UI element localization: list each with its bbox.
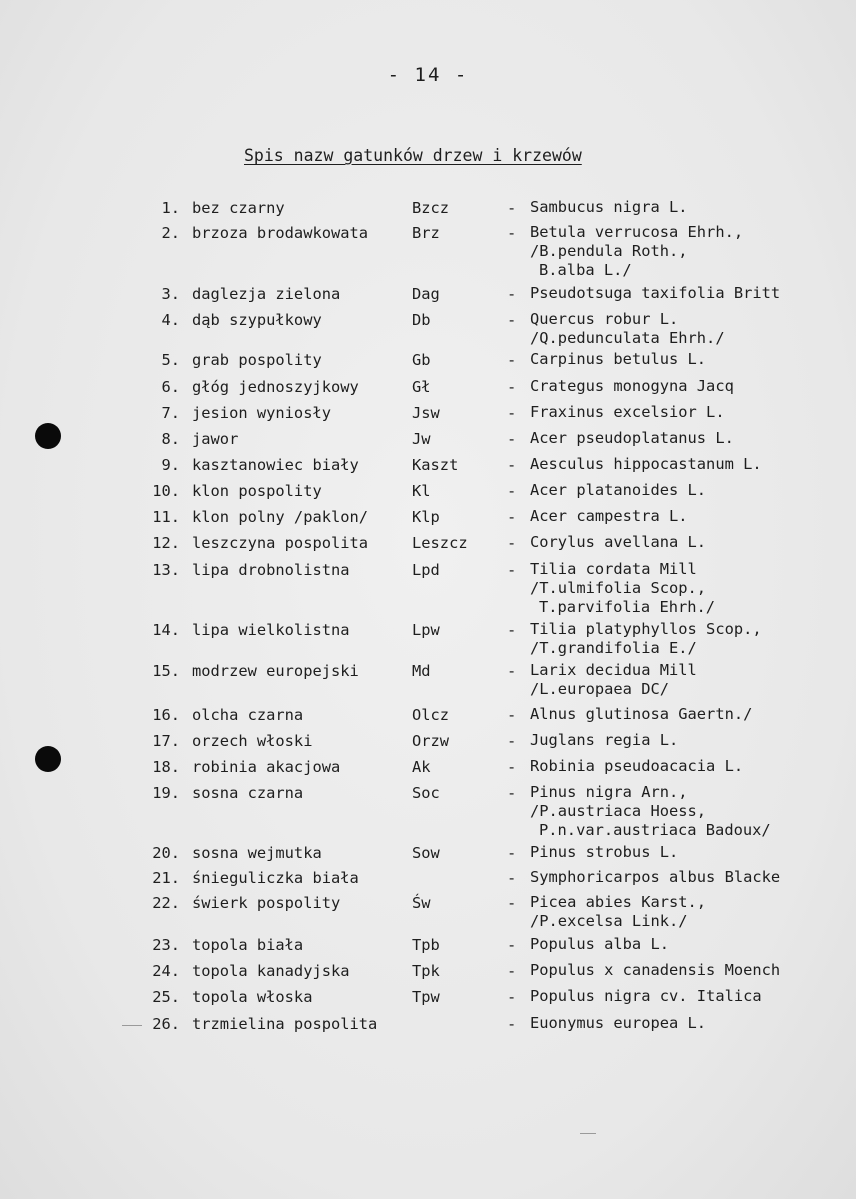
entry-number: 1. — [161, 199, 180, 217]
margin-mark — [122, 1025, 142, 1026]
abbreviation: Sow — [412, 844, 440, 862]
polish-name: sosna wejmutka — [192, 844, 322, 862]
entry-number: 24. — [152, 962, 180, 980]
polish-name: klon polny /paklon/ — [192, 508, 369, 526]
polish-name: śnieguliczka biała — [192, 869, 359, 887]
latin-name-line: Acer platanoides L. — [530, 481, 707, 499]
abbreviation: Db — [412, 311, 431, 329]
abbreviation: Bzcz — [412, 199, 450, 217]
separator-dash: - — [507, 378, 517, 396]
latin-name — [530, 843, 678, 862]
polish-name: jawor — [192, 430, 239, 448]
latin-name — [530, 429, 734, 448]
separator-dash: - — [507, 561, 517, 579]
latin-name-line: Acer pseudoplatanus L. — [530, 429, 734, 447]
latin-name-line: Pinus nigra Arn., — [530, 783, 688, 801]
separator-dash: - — [507, 784, 517, 802]
latin-name — [530, 987, 762, 1006]
separator-dash: - — [507, 732, 517, 750]
polish-name: lipa wielkolistna — [192, 621, 350, 639]
entry-number: 11. — [152, 508, 180, 526]
entry-number: 18. — [152, 758, 180, 776]
polish-name: modrzew europejski — [192, 662, 359, 680]
separator-dash: - — [507, 508, 517, 526]
latin-name-line: Betula verrucosa Ehrh., — [530, 223, 744, 241]
polish-name: brzoza brodawkowata — [192, 224, 369, 242]
separator-dash: - — [507, 404, 517, 422]
margin-mark — [580, 1133, 596, 1134]
polish-name: kasztanowiec biały — [192, 456, 359, 474]
latin-name — [530, 757, 743, 776]
entry-number: 21. — [152, 869, 180, 887]
latin-name-line: B.alba L./ — [539, 261, 632, 279]
latin-name — [530, 783, 771, 840]
separator-dash: - — [507, 662, 517, 680]
polish-name: olcha czarna — [192, 706, 304, 724]
entry-number: 22. — [152, 894, 180, 912]
latin-name — [530, 705, 752, 724]
entry-number: 17. — [152, 732, 180, 750]
entry-number: 2. — [161, 224, 180, 242]
separator-dash: - — [507, 311, 517, 329]
latin-name-line: Fraxinus excelsior L. — [530, 403, 725, 421]
entry-number: 9. — [161, 456, 180, 474]
latin-name-line: Robinia pseudoacacia L. — [530, 757, 744, 775]
polish-name: robinia akacjowa — [192, 758, 341, 776]
polish-name: bez czarny — [192, 199, 285, 217]
abbreviation: Gb — [412, 351, 431, 369]
latin-name-line: Alnus glutinosa Gaertn./ — [530, 705, 753, 723]
latin-name-line: Acer campestra L. — [530, 507, 688, 525]
separator-dash: - — [507, 844, 517, 862]
entry-number: 15. — [152, 662, 180, 680]
latin-name-line: Sambucus nigra L. — [530, 198, 688, 216]
page-number: - 14 - — [387, 64, 469, 86]
latin-name — [530, 868, 780, 887]
abbreviation: Kl — [412, 482, 431, 500]
separator-dash: - — [507, 482, 517, 500]
latin-name-line: Crategus monogyna Jacq — [530, 377, 734, 395]
latin-name-line: Pseudotsuga taxifolia Britt — [530, 284, 781, 302]
latin-name — [530, 893, 706, 931]
entry-number: 10. — [152, 482, 180, 500]
abbreviation: Orzw — [412, 732, 450, 750]
latin-name-line: /Q.pedunculata Ehrh./ — [530, 329, 725, 347]
latin-name — [530, 620, 762, 658]
abbreviation: Św — [412, 894, 431, 912]
separator-dash: - — [507, 936, 517, 954]
abbreviation: Tpk — [412, 962, 440, 980]
latin-name-line: Larix decidua Mill — [530, 661, 697, 679]
entry-number: 23. — [152, 936, 180, 954]
entry-number: 19. — [152, 784, 180, 802]
separator-dash: - — [507, 758, 517, 776]
polish-name: jesion wyniosły — [192, 404, 331, 422]
punch-hole — [35, 746, 61, 772]
entry-number: 3. — [161, 285, 180, 303]
entry-number: 16. — [152, 706, 180, 724]
abbreviation: Brz — [412, 224, 440, 242]
latin-name — [530, 198, 688, 217]
entry-number: 13. — [152, 561, 180, 579]
latin-name-line: Tilia platyphyllos Scop., — [530, 620, 762, 638]
latin-name-line: Tilia cordata Mill — [530, 560, 697, 578]
latin-name-line: Juglans regia L. — [530, 731, 679, 749]
abbreviation: Olcz — [412, 706, 450, 724]
entry-number: 20. — [152, 844, 180, 862]
separator-dash: - — [507, 351, 517, 369]
entry-number: 14. — [152, 621, 180, 639]
entry-number: 4. — [161, 311, 180, 329]
abbreviation: Kaszt — [412, 456, 459, 474]
latin-name-line: /T.ulmifolia Scop., — [530, 579, 707, 597]
latin-name-line: Populus nigra cv. Italica — [530, 987, 762, 1005]
latin-name-line: T.parvifolia Ehrh./ — [539, 598, 716, 616]
latin-name — [530, 507, 688, 526]
latin-name — [530, 481, 706, 500]
latin-name-line: Symphoricarpos albus Blacke — [530, 868, 781, 886]
polish-name: topola biała — [192, 936, 304, 954]
abbreviation: Jsw — [412, 404, 440, 422]
abbreviation: Dag — [412, 285, 440, 303]
polish-name: topola włoska — [192, 988, 313, 1006]
latin-name — [530, 455, 762, 474]
latin-name-line: Quercus robur L. — [530, 310, 679, 328]
abbreviation: Ak — [412, 758, 431, 776]
latin-name-line: Populus x canadensis Moench — [530, 961, 781, 979]
entry-number: 12. — [152, 534, 180, 552]
polish-name: lipa drobnolistna — [192, 561, 350, 579]
latin-name-line: /T.grandifolia E./ — [530, 639, 697, 657]
entry-number: 6. — [161, 378, 180, 396]
abbreviation: Lpd — [412, 561, 440, 579]
separator-dash: - — [507, 869, 517, 887]
latin-name-line: P.n.var.austriaca Badoux/ — [539, 821, 771, 839]
abbreviation: Klp — [412, 508, 440, 526]
punch-hole — [35, 423, 61, 449]
latin-name-line: /L.europaea DC/ — [530, 680, 669, 698]
latin-name — [530, 560, 715, 617]
separator-dash: - — [507, 430, 517, 448]
separator-dash: - — [507, 706, 517, 724]
separator-dash: - — [507, 988, 517, 1006]
latin-name — [530, 403, 725, 422]
page-title: Spis nazw gatunków drzew i krzewów — [244, 146, 582, 165]
entry-number: 7. — [161, 404, 180, 422]
latin-name — [530, 1014, 706, 1033]
abbreviation: Tpb — [412, 936, 440, 954]
latin-name-line: Aesculus hippocastanum L. — [530, 455, 762, 473]
latin-name — [530, 935, 669, 954]
separator-dash: - — [507, 224, 517, 242]
abbreviation: Gł — [412, 378, 431, 396]
abbreviation: Md — [412, 662, 431, 680]
abbreviation: Leszcz — [412, 534, 468, 552]
polish-name: orzech włoski — [192, 732, 313, 750]
polish-name: trzmielina pospolita — [192, 1015, 378, 1033]
polish-name: sosna czarna — [192, 784, 304, 802]
latin-name — [530, 961, 780, 980]
latin-name-line: /P.austriaca Hoess, — [530, 802, 707, 820]
separator-dash: - — [507, 285, 517, 303]
entry-number: 26. — [152, 1015, 180, 1033]
abbreviation: Soc — [412, 784, 440, 802]
separator-dash: - — [507, 962, 517, 980]
abbreviation: Lpw — [412, 621, 440, 639]
polish-name: głóg jednoszyjkowy — [192, 378, 359, 396]
polish-name: daglezja zielona — [192, 285, 341, 303]
latin-name — [530, 731, 678, 750]
latin-name — [530, 310, 725, 348]
separator-dash: - — [507, 456, 517, 474]
entry-number: 8. — [161, 430, 180, 448]
polish-name: dąb szypułkowy — [192, 311, 322, 329]
polish-name: topola kanadyjska — [192, 962, 350, 980]
latin-name — [530, 223, 743, 280]
entry-number: 5. — [161, 351, 180, 369]
latin-name-line: Euonymus europea L. — [530, 1014, 707, 1032]
abbreviation: Tpw — [412, 988, 440, 1006]
latin-name-line: Carpinus betulus L. — [530, 350, 707, 368]
polish-name: świerk pospolity — [192, 894, 341, 912]
latin-name-line: Corylus avellana L. — [530, 533, 707, 551]
latin-name-line: /B.pendula Roth., — [530, 242, 688, 260]
latin-name — [530, 377, 734, 396]
polish-name: grab pospolity — [192, 351, 322, 369]
latin-name-line: Populus alba L. — [530, 935, 669, 953]
separator-dash: - — [507, 199, 517, 217]
latin-name — [530, 533, 706, 552]
separator-dash: - — [507, 534, 517, 552]
abbreviation: Jw — [412, 430, 431, 448]
latin-name — [530, 350, 706, 369]
polish-name: klon pospolity — [192, 482, 322, 500]
latin-name — [530, 661, 697, 699]
entry-number: 25. — [152, 988, 180, 1006]
separator-dash: - — [507, 621, 517, 639]
separator-dash: - — [507, 894, 517, 912]
polish-name: leszczyna pospolita — [192, 534, 369, 552]
latin-name-line: Picea abies Karst., — [530, 893, 707, 911]
latin-name — [530, 284, 780, 303]
latin-name-line: /P.excelsa Link./ — [530, 912, 688, 930]
latin-name-line: Pinus strobus L. — [530, 843, 679, 861]
separator-dash: - — [507, 1015, 517, 1033]
